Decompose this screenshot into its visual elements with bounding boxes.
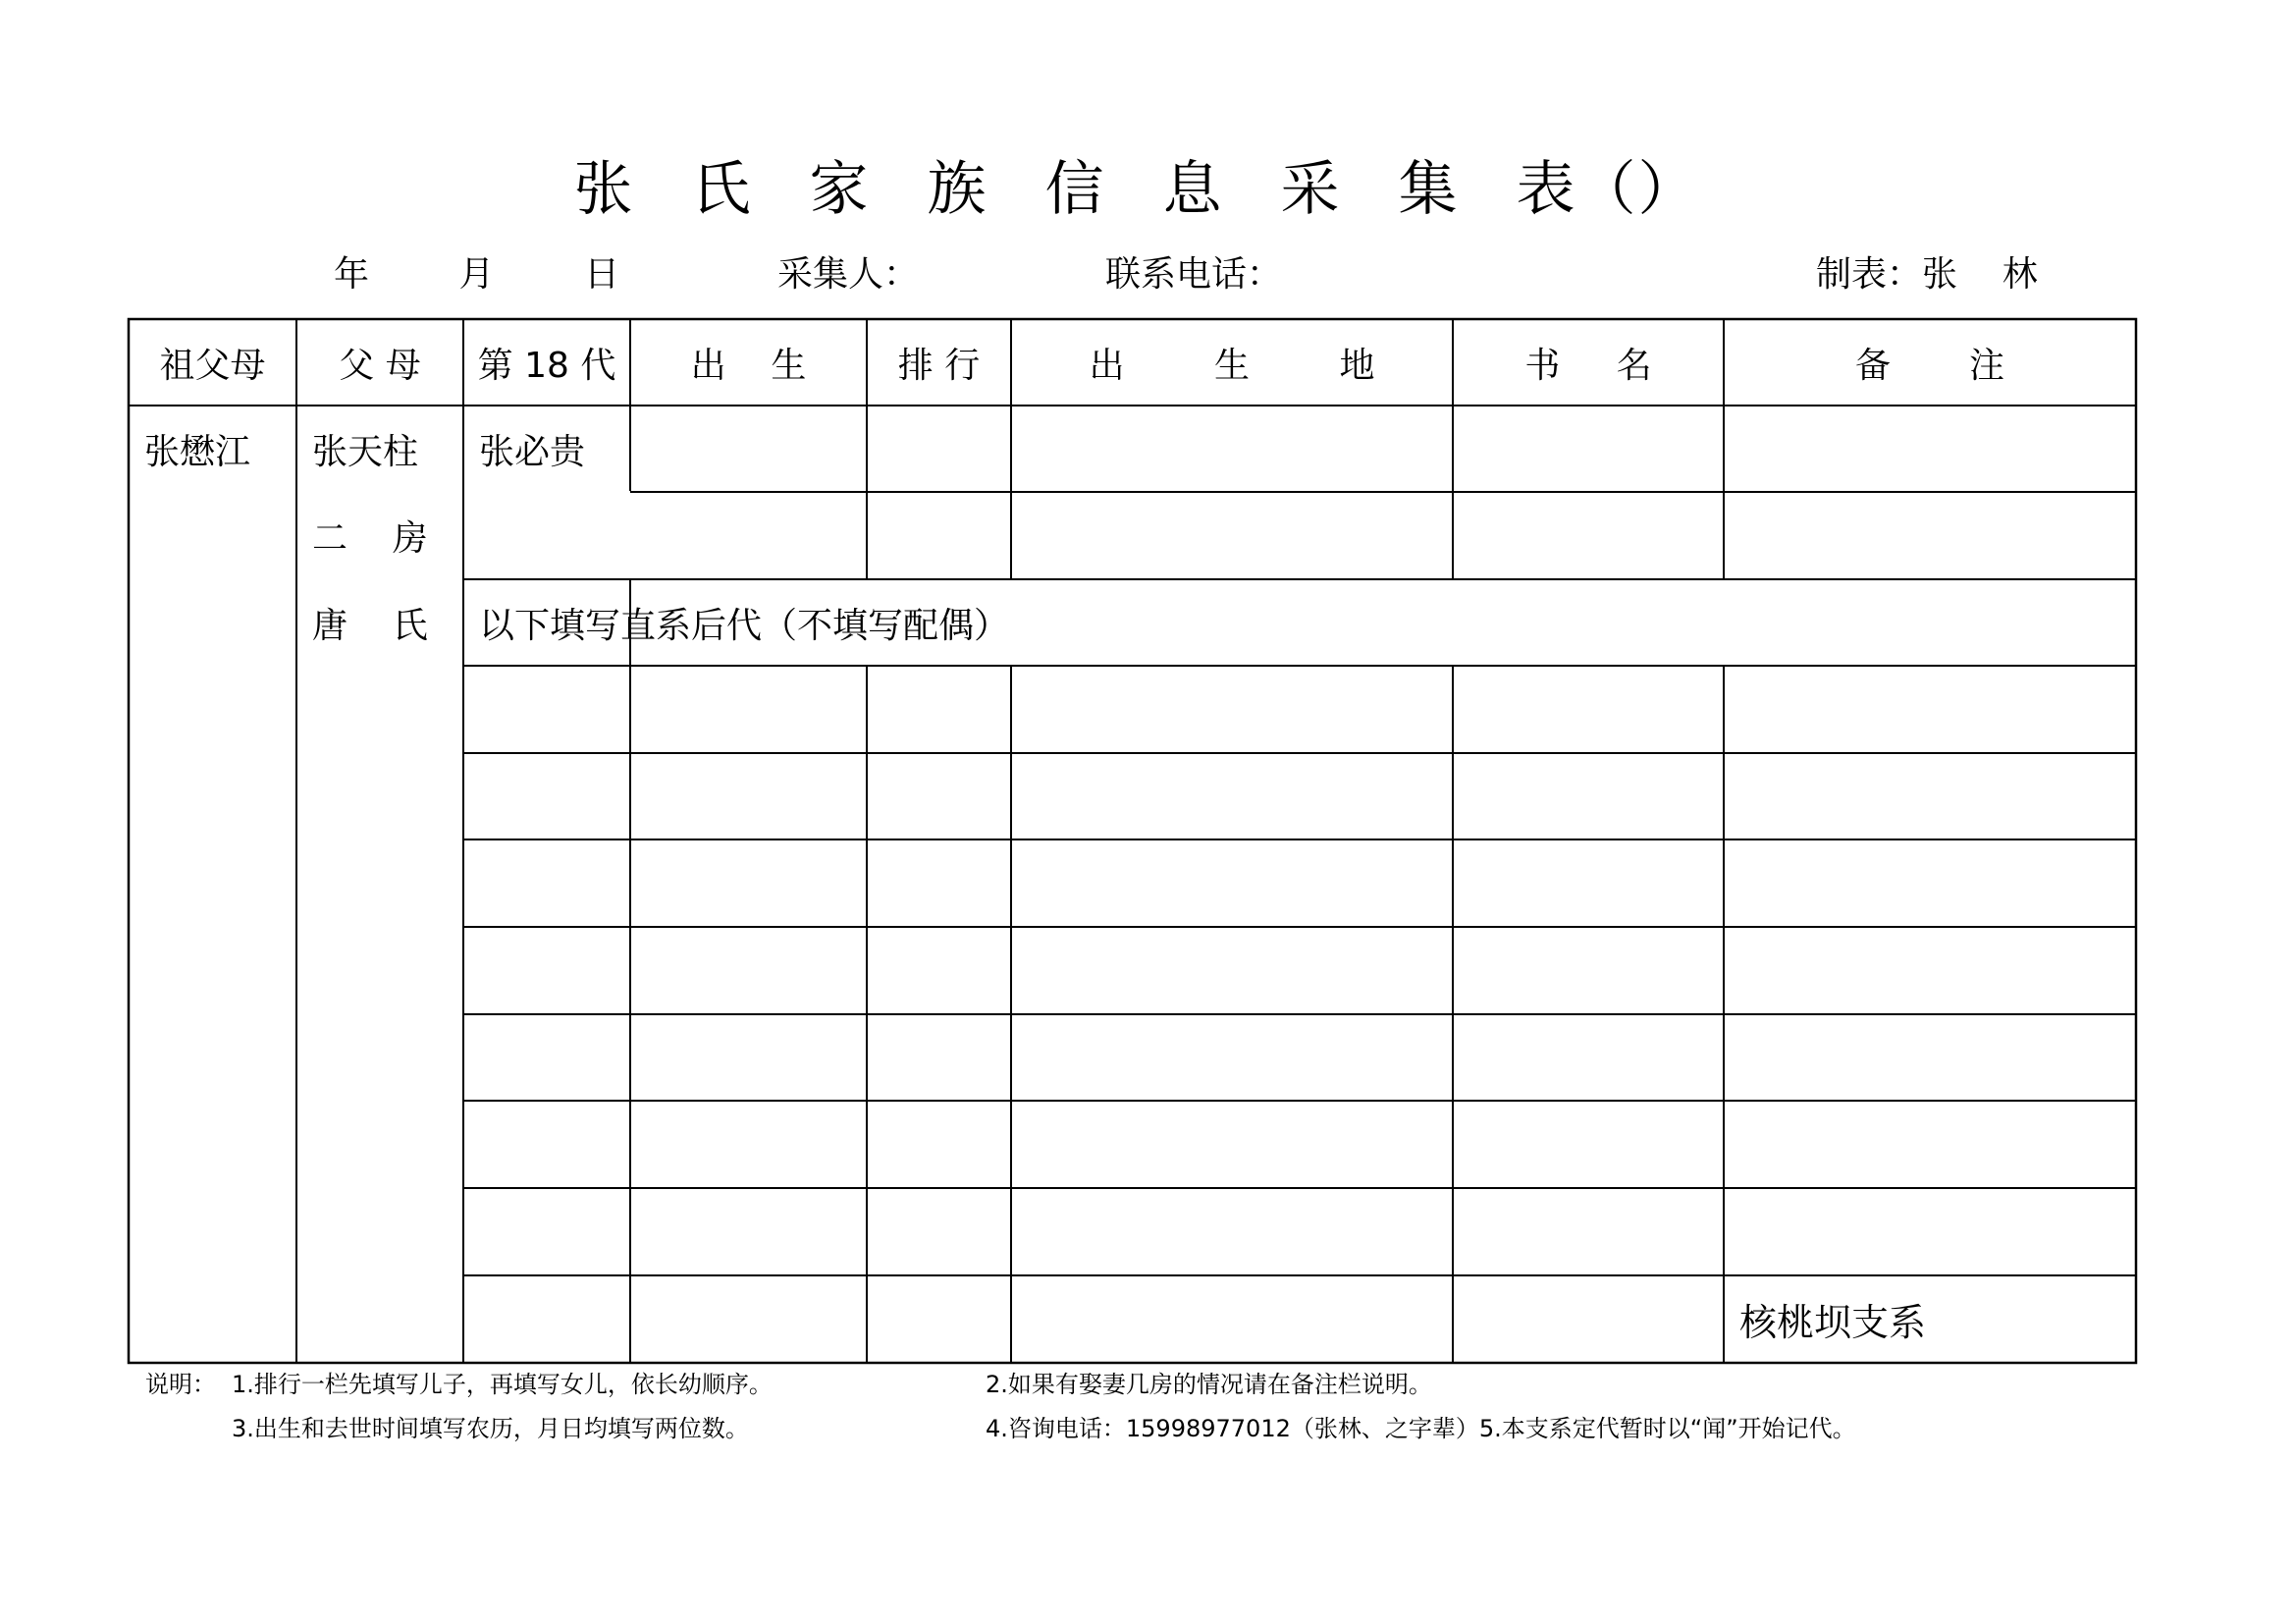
- parent-line: 二 房: [312, 518, 428, 559]
- title-char: 采: [1280, 155, 1340, 224]
- note-1: 1.排行一栏先填写儿子，再填写女儿，依长幼顺序。: [232, 1371, 773, 1398]
- title-char: 家: [809, 155, 869, 224]
- header-birthplace: 出 生 地: [1089, 345, 1375, 386]
- date-label: 年 月 日: [334, 254, 620, 295]
- note-4: 4.咨询电话：15998977012（张林、之字辈）5.本支系定代暂时以“闻”开始记代。: [986, 1415, 1856, 1442]
- parent-line: 张天柱: [312, 431, 419, 472]
- header-generation: 第 18 代: [477, 345, 616, 386]
- header-book-name: 书 名: [1524, 345, 1652, 386]
- header-remarks: 备 注: [1854, 345, 2005, 386]
- maker-label: 制表：张 林: [1816, 254, 2038, 295]
- title-char: 信: [1044, 155, 1104, 224]
- header-birth: 出 生: [690, 345, 807, 386]
- branch-note: 核桃坝支系: [1739, 1301, 1927, 1344]
- note-3: 3.出生和去世时间填写农历，月日均填写两位数。: [232, 1415, 749, 1442]
- grandparent-name: 张懋江: [144, 431, 251, 472]
- header-rank: 排 行: [897, 345, 981, 386]
- title-char: 息: [1162, 155, 1222, 224]
- first-person-name: 张必贵: [479, 431, 586, 472]
- title-char: 表（）: [1516, 155, 1699, 224]
- header-parents: 父 母: [339, 345, 421, 386]
- title-char: 集: [1398, 155, 1458, 224]
- header-grandparents: 祖父母: [159, 345, 266, 386]
- collector-label: 采集人：: [777, 254, 920, 295]
- form-title: [0, 145, 2284, 224]
- title-char: 族: [927, 155, 987, 224]
- title-char: 张: [573, 155, 633, 224]
- parent-line: 唐 氏: [312, 605, 428, 646]
- phone-label: 联系电话：: [1105, 254, 1283, 295]
- notes-prefix: 说明：: [145, 1371, 216, 1398]
- descendants-note: 以下填写直系后代（不填写配偶）: [479, 605, 1010, 646]
- title-char: 氏: [691, 155, 751, 224]
- note-2: 2.如果有娶妻几房的情况请在备注栏说明。: [986, 1371, 1432, 1398]
